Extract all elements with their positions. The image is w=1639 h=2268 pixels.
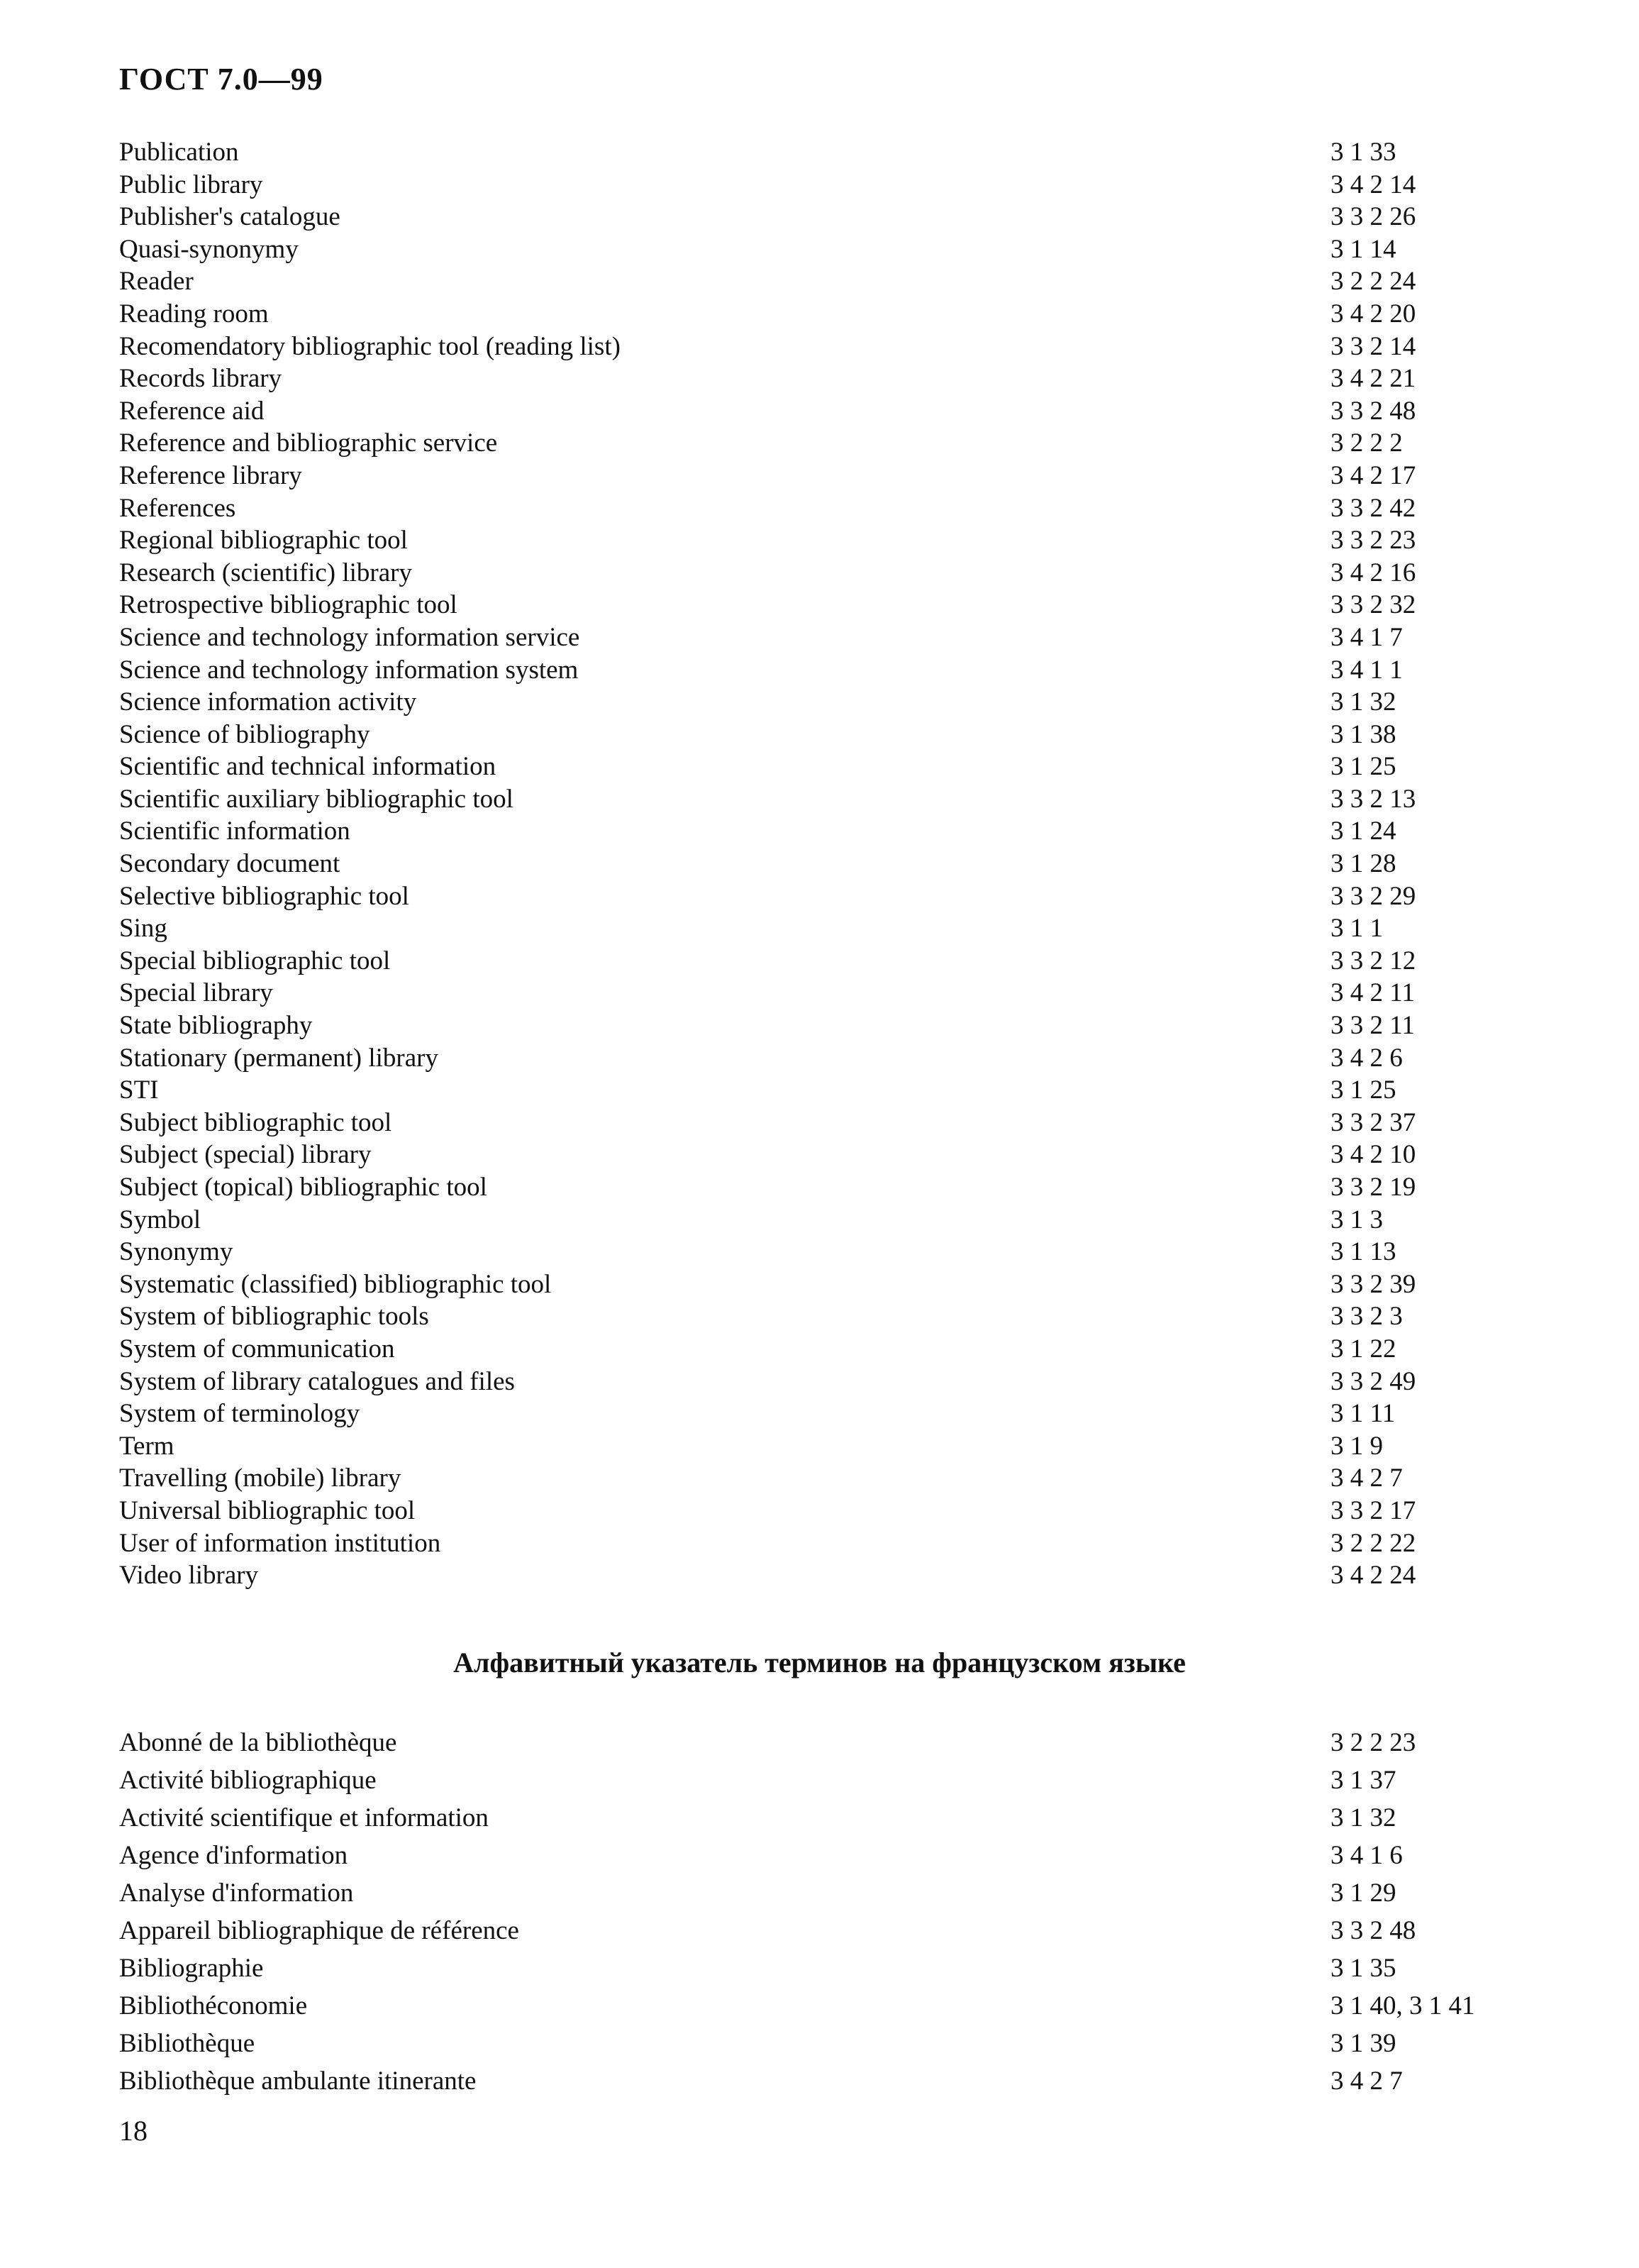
index-entry [119, 589, 1523, 621]
index-entry [119, 395, 1523, 428]
index-reference: 3 2 2 2 [1330, 428, 1403, 458]
index-term: Bibliothéconomie [119, 1991, 308, 2020]
index-entry [119, 945, 1523, 978]
index-term: Reader [119, 267, 194, 297]
index-entry [119, 1204, 1523, 1237]
index-term: Scientific information [119, 817, 350, 846]
index-term: Public library [119, 170, 263, 199]
index-reference: 3 3 2 12 [1330, 946, 1416, 975]
index-entry [119, 783, 1523, 816]
index-reference: 3 4 2 14 [1330, 170, 1416, 199]
index-entry [119, 524, 1523, 557]
index-term: Science and technology information system [119, 655, 579, 685]
index-entry [119, 136, 1523, 169]
index-term: Travelling (mobile) library [119, 1464, 401, 1493]
index-reference: 3 4 2 16 [1330, 558, 1416, 587]
index-term: Science information activity [119, 687, 417, 717]
index-term: Systematic (classified) bibliographic tool [119, 1269, 552, 1299]
index-entry [119, 363, 1523, 395]
index-term: Special library [119, 978, 273, 1008]
index-term: Sing [119, 914, 167, 944]
index-entry [119, 1300, 1523, 1333]
index-reference: 3 1 37 [1330, 1766, 1396, 1795]
index-entry [119, 977, 1523, 1009]
index-term: Publication [119, 138, 239, 167]
index-term: Publisher's catalogue [119, 202, 340, 232]
index-entry [119, 492, 1523, 525]
index-entry [119, 201, 1523, 233]
index-reference: 3 4 2 17 [1330, 460, 1416, 490]
index-reference: 3 1 3 [1330, 1205, 1383, 1234]
index-entry [119, 1074, 1523, 1107]
index-term: Subject (special) library [119, 1140, 372, 1170]
index-term: Scientific auxiliary bibliographic tool [119, 784, 513, 814]
index-entry [119, 265, 1523, 298]
index-reference: 3 3 2 23 [1330, 526, 1416, 555]
index-reference: 3 3 2 42 [1330, 493, 1416, 523]
index-term: Bibliothèque [119, 2029, 255, 2058]
index-reference: 3 1 35 [1330, 1954, 1396, 1983]
index-term: Stationary (permanent) library [119, 1043, 438, 1073]
index-entry [119, 1009, 1523, 1042]
index-reference: 3 3 2 19 [1330, 1173, 1416, 1202]
index-term: References [119, 493, 236, 523]
french-index-heading: Алфавитный указатель терминов на французском языке [453, 1647, 1186, 1678]
index-entry [119, 1527, 1523, 1560]
index-entry [119, 912, 1523, 945]
index-reference: 3 4 2 11 [1330, 978, 1415, 1008]
index-term: Symbol [119, 1205, 201, 1234]
index-reference: 3 3 2 39 [1330, 1269, 1416, 1299]
index-reference: 3 3 2 13 [1330, 784, 1416, 814]
index-entry [119, 1366, 1523, 1398]
index-term: Video library [119, 1561, 259, 1591]
index-term: System of bibliographic tools [119, 1302, 429, 1332]
index-reference: 3 3 2 29 [1330, 881, 1416, 911]
index-reference: 3 2 2 23 [1330, 1728, 1416, 1757]
index-entry [119, 2025, 1523, 2062]
index-entry [119, 1837, 1523, 1874]
index-term: Recomendatory bibliographic tool (reading list) [119, 331, 621, 361]
index-term: Abonné de la bibliothèque [119, 1728, 397, 1757]
index-entry [119, 1171, 1523, 1204]
index-entry [119, 880, 1523, 913]
index-term: Reading room [119, 299, 269, 328]
index-reference: 3 3 2 17 [1330, 1495, 1416, 1525]
index-reference: 3 4 2 20 [1330, 299, 1416, 328]
index-term: Special bibliographic tool [119, 946, 391, 975]
index-reference: 3 1 28 [1330, 849, 1396, 879]
index-term: Reference aid [119, 396, 265, 426]
index-reference: 3 1 32 [1330, 687, 1396, 717]
index-entry [119, 1874, 1523, 1912]
index-term: Bibliothèque ambulante itinerante [119, 2067, 477, 2096]
index-term: Term [119, 1431, 174, 1461]
index-term: Universal bibliographic tool [119, 1495, 416, 1525]
index-entry [119, 331, 1523, 363]
index-entry [119, 1462, 1523, 1495]
index-entry [119, 1139, 1523, 1171]
index-reference: 3 3 2 48 [1330, 1916, 1416, 1945]
index-entry [119, 169, 1523, 201]
index-term: Analyse d'information [119, 1879, 354, 1908]
index-entry [119, 848, 1523, 880]
index-reference: 3 3 2 3 [1330, 1302, 1403, 1332]
index-entry [119, 1987, 1523, 2025]
index-entry [119, 1430, 1523, 1463]
index-term: Regional bibliographic tool [119, 526, 408, 555]
english-term-index [119, 136, 1523, 1592]
index-entry [119, 654, 1523, 687]
index-reference: 3 4 1 1 [1330, 655, 1403, 685]
index-term: Bibliographie [119, 1954, 264, 1983]
index-term: Appareil bibliographique de référence [119, 1916, 519, 1945]
index-reference: 3 3 2 26 [1330, 202, 1416, 232]
index-reference: 3 1 25 [1330, 752, 1396, 782]
document-header: ГОСТ 7.0—99 [119, 62, 323, 96]
index-term: Research (scientific) library [119, 558, 412, 587]
index-term: Agence d'information [119, 1841, 348, 1870]
index-reference: 3 1 14 [1330, 234, 1396, 264]
index-entry [119, 557, 1523, 590]
index-entry [119, 751, 1523, 783]
index-reference: 3 2 2 22 [1330, 1528, 1416, 1558]
index-reference: 3 3 2 14 [1330, 331, 1416, 361]
index-entry [119, 1761, 1523, 1799]
index-term: Science and technology information service [119, 622, 580, 652]
index-term: State bibliography [119, 1011, 313, 1041]
index-reference: 3 1 25 [1330, 1075, 1396, 1105]
index-reference: 3 2 2 24 [1330, 267, 1416, 297]
index-term: System of terminology [119, 1399, 360, 1429]
index-reference: 3 3 2 11 [1330, 1011, 1415, 1041]
index-entry [119, 719, 1523, 751]
index-term: Science of bibliography [119, 719, 370, 749]
index-term: User of information institution [119, 1528, 441, 1558]
index-entry [119, 1236, 1523, 1268]
index-term: Records library [119, 364, 282, 394]
index-entry [119, 1559, 1523, 1592]
index-term: System of communication [119, 1334, 395, 1363]
index-term: Reference library [119, 460, 302, 490]
index-entry [119, 815, 1523, 848]
index-entry [119, 1799, 1523, 1837]
index-entry [119, 1107, 1523, 1139]
index-term: Selective bibliographic tool [119, 881, 409, 911]
index-entry [119, 298, 1523, 331]
index-entry [119, 1398, 1523, 1430]
index-reference: 3 3 2 37 [1330, 1107, 1416, 1137]
index-reference: 3 1 11 [1330, 1399, 1396, 1429]
french-term-index [119, 1724, 1523, 2100]
index-reference: 3 4 1 7 [1330, 622, 1403, 652]
index-entry [119, 1724, 1523, 1761]
index-reference: 3 4 2 10 [1330, 1140, 1416, 1170]
index-reference: 3 3 2 48 [1330, 396, 1416, 426]
index-reference: 3 4 2 21 [1330, 364, 1416, 394]
index-entry [119, 427, 1523, 460]
index-term: Activité scientifique et information [119, 1803, 489, 1832]
index-reference: 3 1 33 [1330, 138, 1396, 167]
index-reference: 3 1 9 [1330, 1431, 1383, 1461]
index-reference: 3 1 13 [1330, 1237, 1396, 1267]
index-entry [119, 460, 1523, 492]
index-term: Scientific and technical information [119, 752, 496, 782]
index-entry [119, 2062, 1523, 2100]
index-entry [119, 1495, 1523, 1527]
index-reference: 3 3 2 32 [1330, 590, 1416, 620]
index-reference: 3 1 38 [1330, 719, 1396, 749]
index-reference: 3 4 1 6 [1330, 1841, 1403, 1870]
index-reference: 3 1 39 [1330, 2029, 1396, 2058]
index-entry [119, 1042, 1523, 1075]
index-term: Quasi-synonymy [119, 234, 299, 264]
index-reference: 3 4 2 7 [1330, 1464, 1403, 1493]
index-reference: 3 1 29 [1330, 1879, 1396, 1908]
index-entry [119, 1912, 1523, 1949]
index-term: Secondary document [119, 849, 340, 879]
index-reference: 3 1 22 [1330, 1334, 1396, 1363]
index-reference: 3 1 40, 3 1 41 [1330, 1991, 1475, 2020]
index-term: Synonymy [119, 1237, 233, 1267]
index-entry [119, 1333, 1523, 1366]
index-reference: 3 1 32 [1330, 1803, 1396, 1832]
page-number: 18 [119, 2115, 148, 2147]
index-entry [119, 686, 1523, 719]
index-entry [119, 621, 1523, 654]
index-reference: 3 3 2 49 [1330, 1366, 1416, 1396]
index-term: System of library catalogues and files [119, 1366, 515, 1396]
index-entry [119, 1268, 1523, 1301]
index-term: Retrospective bibliographic tool [119, 590, 457, 620]
index-reference: 3 4 2 7 [1330, 2067, 1403, 2096]
index-term: Reference and bibliographic service [119, 428, 498, 458]
index-term: Subject bibliographic tool [119, 1107, 392, 1137]
index-term: Subject (topical) bibliographic tool [119, 1173, 487, 1202]
index-term: Activité bibliographique [119, 1766, 377, 1795]
index-reference: 3 1 1 [1330, 914, 1383, 944]
index-reference: 3 4 2 6 [1330, 1043, 1403, 1073]
index-reference: 3 4 2 24 [1330, 1561, 1416, 1591]
index-term: STI [119, 1075, 159, 1105]
index-reference: 3 1 24 [1330, 817, 1396, 846]
index-entry [119, 1949, 1523, 1987]
index-entry [119, 233, 1523, 266]
